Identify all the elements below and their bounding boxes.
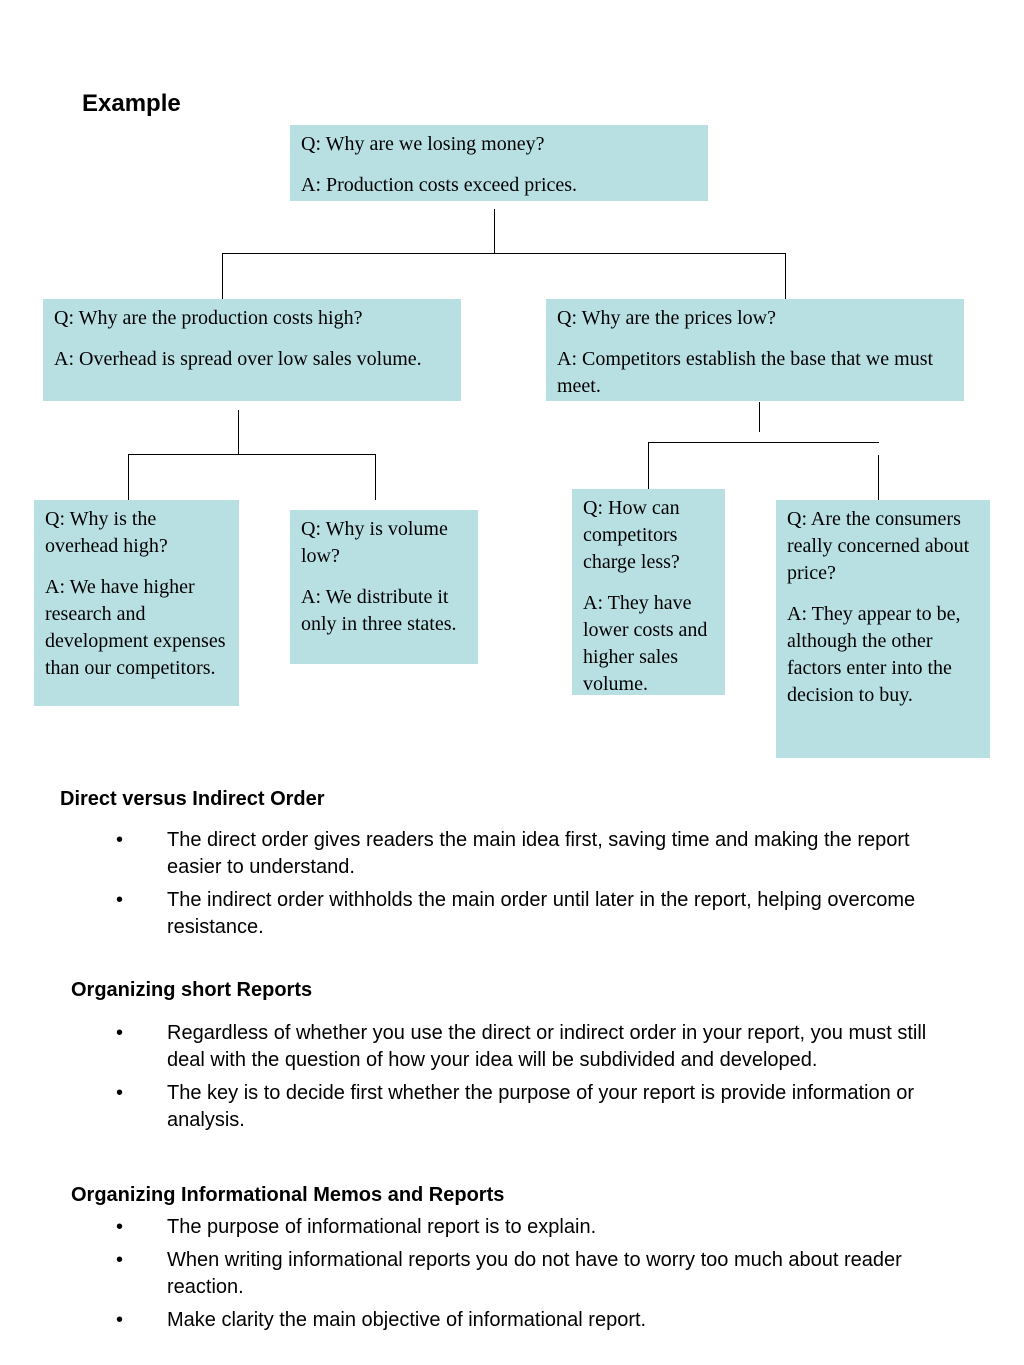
section-title-short-reports: Organizing short Reports	[71, 979, 313, 1001]
list-item	[0, 1307, 947, 1334]
connector-line	[238, 410, 239, 454]
connector-line	[648, 442, 879, 443]
example-heading: Example	[82, 90, 181, 117]
right-question-box	[546, 299, 964, 401]
right-question: Q: Why are the prices low?	[557, 307, 776, 329]
overhead-question: Q: Why is the overhead high?	[45, 508, 168, 557]
volume-question-box	[290, 510, 478, 664]
bullet-icon: •	[116, 1249, 124, 1271]
bullet-text: The direct order gives readers the main idea first, saving time and making the report easier to understand.	[167, 829, 910, 878]
root-question-box	[290, 125, 708, 201]
connector-line	[494, 209, 495, 253]
bullet-text: The purpose of informational report is to explain.	[167, 1216, 597, 1238]
bullet-icon: •	[116, 1022, 124, 1044]
left-question-box	[43, 299, 461, 401]
volume-answer: A: We distribute it only in three states.	[301, 586, 457, 635]
section-title-informational: Organizing Informational Memos and Reports	[71, 1184, 505, 1206]
bullet-list-informational	[0, 1214, 1024, 1340]
bullet-icon: •	[116, 1216, 124, 1238]
overhead-question-box	[34, 500, 239, 706]
left-question: Q: Why are the production costs high?	[54, 307, 363, 329]
connector-line	[222, 253, 785, 254]
connector-line	[222, 253, 223, 299]
bullet-list-short-reports	[0, 1020, 1024, 1140]
connector-line	[785, 253, 786, 299]
list-item	[0, 1214, 947, 1241]
connector-line	[375, 454, 376, 500]
bullet-icon: •	[116, 829, 124, 851]
consumers-question: Q: Are the consumers really concerned about price?	[787, 508, 970, 584]
competitors-question-box	[572, 489, 725, 695]
connector-line	[759, 402, 760, 432]
bullet-icon: •	[116, 1309, 124, 1331]
list-item	[0, 827, 947, 881]
list-item	[0, 1247, 947, 1301]
competitors-answer: A: They have lower costs and higher sales volume.	[583, 592, 708, 695]
section-title-direct-indirect: Direct versus Indirect Order	[60, 788, 325, 810]
connector-line	[648, 442, 649, 489]
list-item	[0, 1020, 947, 1074]
bullet-text: Make clarity the main objective of informational report.	[167, 1309, 647, 1331]
competitors-question: Q: How can competitors charge less?	[583, 497, 680, 573]
list-item	[0, 887, 947, 941]
overhead-answer: A: We have higher research and development expenses than our competitors.	[45, 576, 226, 679]
volume-question: Q: Why is volume low?	[301, 518, 448, 567]
connector-line	[128, 454, 129, 500]
bullet-text: The indirect order withholds the main order until later in the report, helping overcome resistance.	[167, 889, 916, 938]
bullet-list-direct-indirect	[0, 827, 1024, 947]
consumers-question-box	[776, 500, 990, 758]
bullet-text: The key is to decide first whether the purpose of your report is provide information or analysis.	[167, 1082, 915, 1131]
bullet-icon: •	[116, 1082, 124, 1104]
root-answer: A: Production costs exceed prices.	[301, 174, 578, 196]
consumers-answer: A: They appear to be, although the other factors enter into the decision to buy.	[787, 603, 961, 706]
connector-line	[878, 455, 879, 500]
bullet-text: When writing informational reports you do not have to worry too much about reader reaction.	[167, 1249, 902, 1298]
left-answer: A: Overhead is spread over low sales volume.	[54, 348, 422, 370]
bullet-text: Regardless of whether you use the direct or indirect order in your report, you must still deal with the question of how your idea will be subdivided and developed.	[167, 1022, 927, 1071]
list-item	[0, 1080, 947, 1134]
connector-line	[128, 454, 375, 455]
bullet-icon: •	[116, 889, 124, 911]
right-answer: A: Competitors establish the base that we must meet.	[557, 348, 934, 397]
root-question: Q: Why are we losing money?	[301, 133, 545, 155]
